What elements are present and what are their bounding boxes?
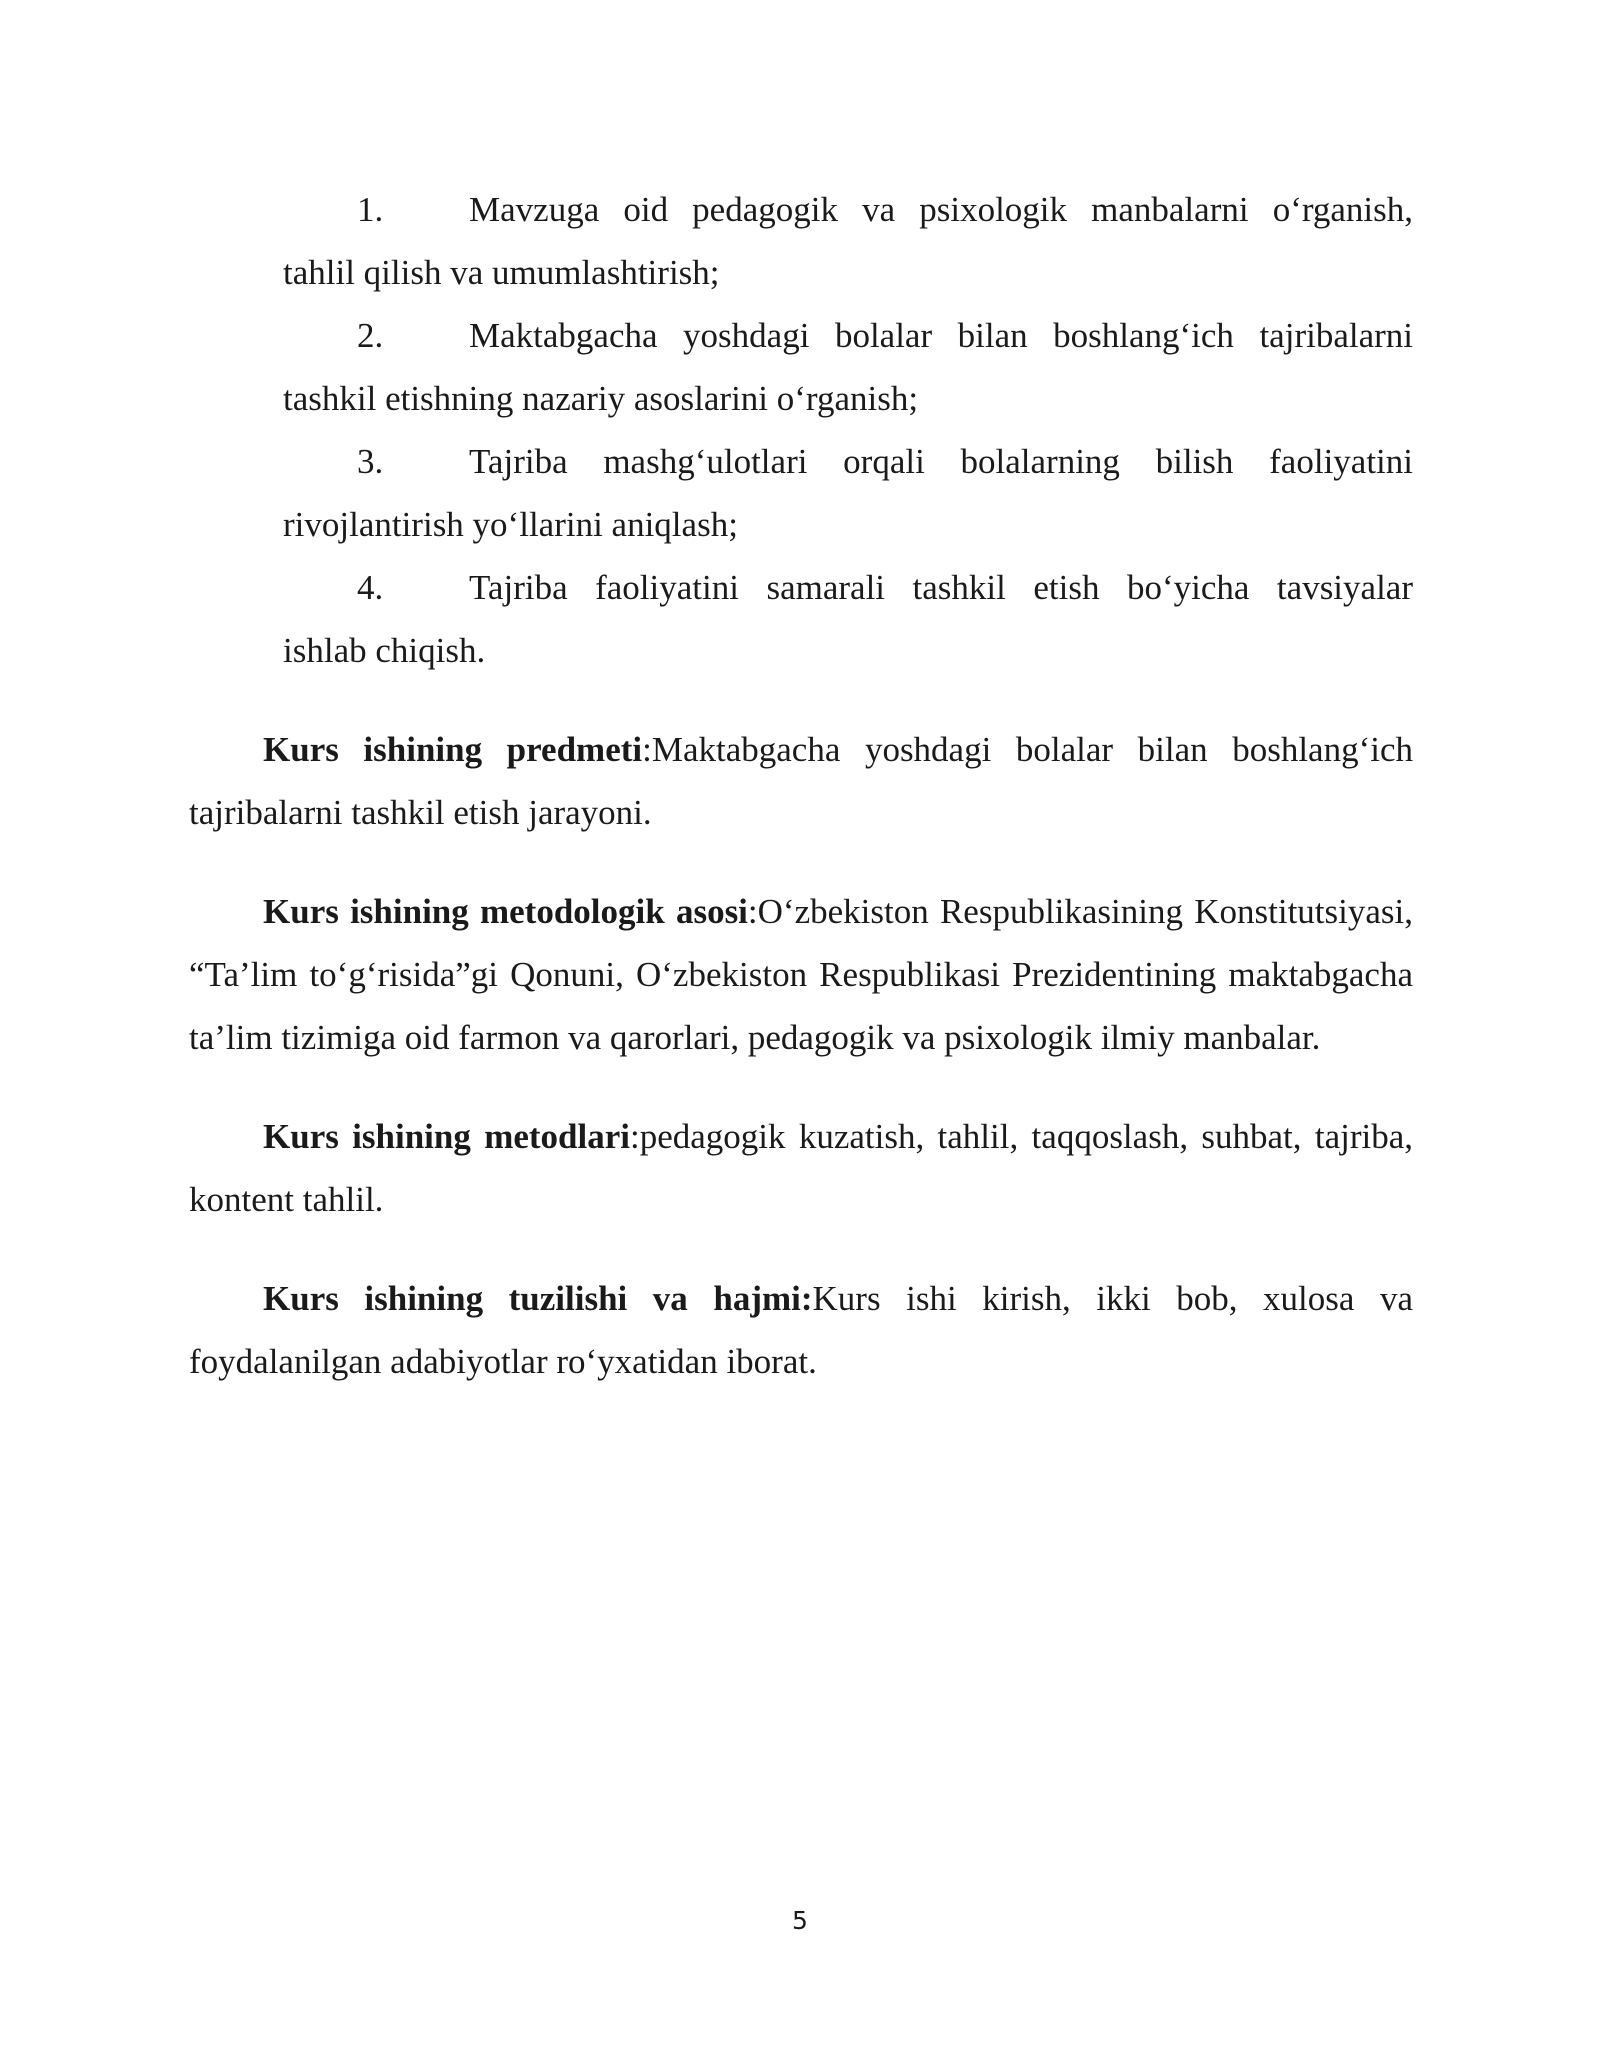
list-item-first-line <box>283 556 1413 619</box>
list-item-text: Maktabgacha yoshdagi bolalar bilan boshlang‘ich tajribalarni <box>469 316 1413 355</box>
list-item-number: 2. <box>357 316 384 355</box>
paragraph-text: Kurs ishi kirish, ikki bob, xulosa va foydalanilgan adabiyotlar ro‘yxatidan iborat. <box>189 1279 1413 1381</box>
list-item-text: Mavzuga oid pedagogik va psixologik manbalarni o‘rganish, <box>469 190 1413 229</box>
page-number: 5 <box>792 1906 808 1935</box>
paragraph-text: :Maktabgacha yoshdagi bolalar bilan boshlang‘ich tajribalarni tashkil etish jarayoni. <box>189 730 1413 832</box>
paragraph-tuzilishi-va-hajmi <box>189 1267 1413 1393</box>
list-item-number: 1. <box>357 190 384 229</box>
list-item-number: 3. <box>357 442 384 481</box>
spacer <box>189 844 1413 880</box>
paragraph-metodlari <box>189 1105 1413 1231</box>
list-item-number: 4. <box>357 568 384 607</box>
list-item <box>283 178 1413 304</box>
spacer <box>189 1231 1413 1267</box>
list-item <box>283 430 1413 556</box>
list-item-text: Tajriba faoliyatini samarali tashkil etish bo‘yicha tavsiyalar <box>469 568 1413 607</box>
list-item-text: Tajriba mashg‘ulotlari orqali bolalarning bilish faoliyatini <box>469 442 1413 481</box>
page-content <box>189 178 1413 1393</box>
paragraph-metodologik-asosi <box>189 880 1413 1069</box>
paragraph-text: :O‘zbekiston Respublikasining Konstitutsiyasi, “Ta’lim to‘g‘risida”gi Qonuni, O‘zbekiston Respublikasi Prezidentining maktabgacha ta’lim tizimiga oid farmon va qarorlari, pedagogik va psixologik ilmiy manbalar. <box>189 892 1413 1057</box>
paragraph-heading: Kurs ishining metodlari <box>263 1117 630 1156</box>
spacer <box>189 1069 1413 1105</box>
list-item-continuation: ishlab chiqish. <box>283 631 486 670</box>
paragraph-heading: Kurs ishining predmeti <box>263 730 643 769</box>
list-item-continuation: tahlil qilish va umumlashtirish; <box>283 253 720 292</box>
list-item-first-line <box>283 178 1413 241</box>
spacer <box>189 682 1413 718</box>
list-item-continuation: rivojlantirish yo‘llarini aniqlash; <box>283 505 738 544</box>
list-item-continuation: tashkil etishning nazariy asoslarini o‘rganish; <box>283 379 919 418</box>
task-list <box>189 178 1413 682</box>
paragraph-predmeti <box>189 718 1413 844</box>
list-item <box>283 304 1413 430</box>
paragraph-heading: Kurs ishining tuzilishi va hajmi: <box>263 1279 813 1318</box>
list-item <box>283 556 1413 682</box>
list-item-first-line <box>283 430 1413 493</box>
list-item-first-line <box>283 304 1413 367</box>
paragraph-heading: Kurs ishining metodologik asosi <box>263 892 748 931</box>
paragraph-text: :pedagogik kuzatish, tahlil, taqqoslash, suhbat, tajriba, kontent tahlil. <box>189 1117 1413 1219</box>
